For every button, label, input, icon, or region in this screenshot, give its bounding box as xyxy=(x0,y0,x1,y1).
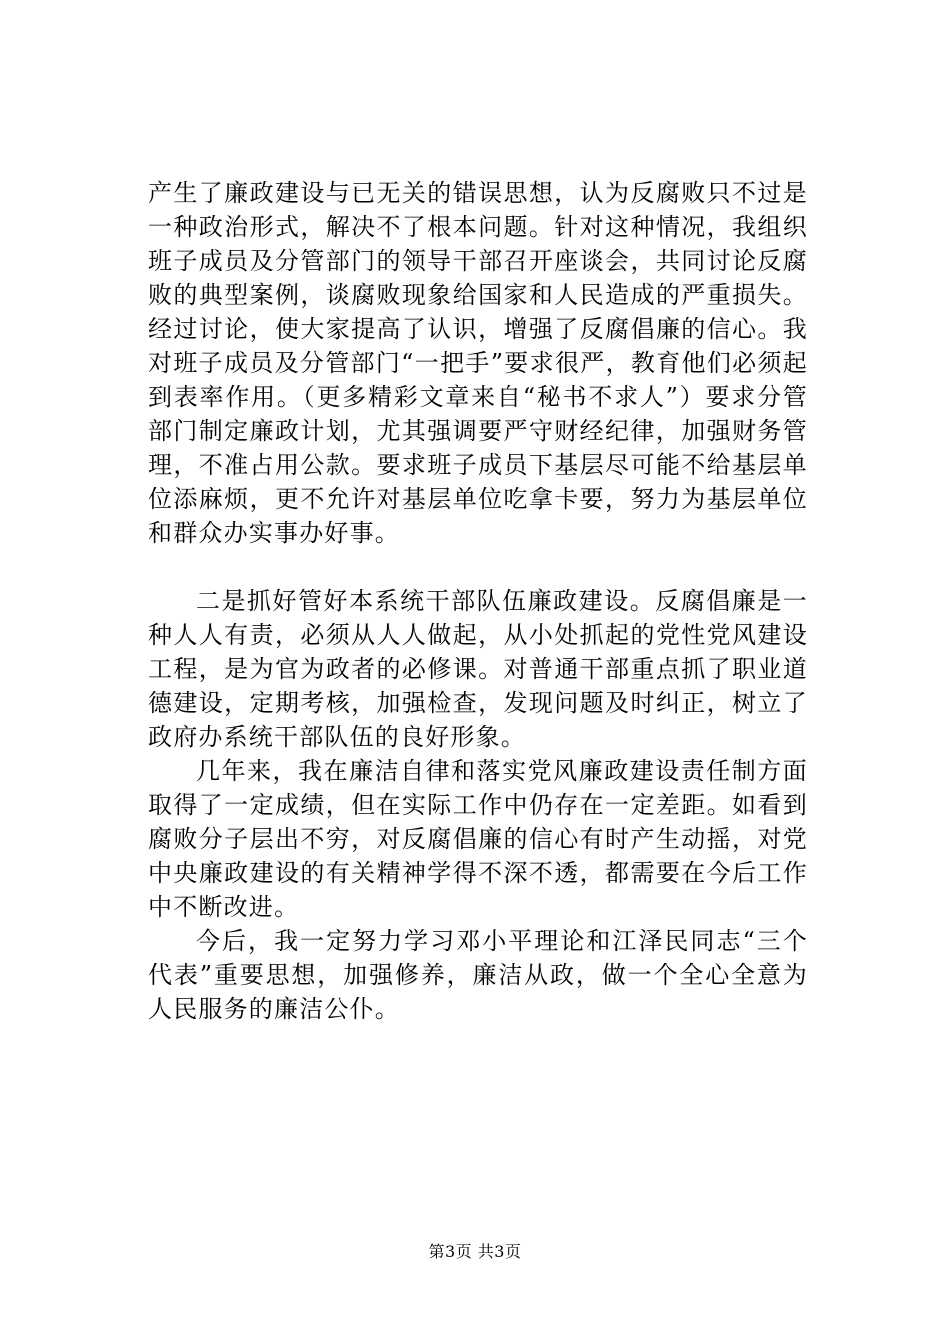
paragraph-gap xyxy=(148,550,808,584)
paragraph-cadre-team: 二是抓好管好本系统干部队伍廉政建设。反腐倡廉是一种人人有责，必须从人人做起，从小处抓起的党性党风建设工程，是为官为政者的必修课。对普通干部重点抓了职业道德建设，定期考核，加强检查，发现问题及时纠正，树立了政府办系统干部队伍的良好形象。 xyxy=(148,587,808,751)
page-footer: 第3页 共3页 xyxy=(428,1242,522,1261)
document-body xyxy=(148,176,808,1026)
paragraph-recent-years: 几年来，我在廉洁自律和落实党风廉政建设责任制方面取得了一定成绩，但在实际工作中仍存在一定差距。如看到腐败分子层出不穷，对反腐倡廉的信心有时产生动摇，对党中央廉政建设的有关精神学得不深不透，都需要在今后工作中不断改进。 xyxy=(148,757,808,921)
paragraph-continuation: 产生了廉政建设与已无关的错误思想，认为反腐败只不过是一种政治形式，解决不了根本问题。针对这种情况，我组织班子成员及分管部门的领导干部召开座谈会，共同讨论反腐败的典型案例，谈腐败现象给国家和人民造成的严重损失。经过讨论，使大家提高了认识，增强了反腐倡廉的信心。我对班子成员及分管部门“一把手”要求很严，教育他们必须起到表率作用。（更多精彩文章来自“秘书不求人”）要求分管部门制定廉政计划，尤其强调要严守财经纪律，加强财务管理，不准占用公款。要求班子成员下基层尽可能不给基层单位添麻烦，更不允许对基层单位吃拿卡要，努力为基层单位和群众办实事办好事。 xyxy=(148,179,808,547)
paragraph-future: 今后，我一定努力学习邓小平理论和江泽民同志“三个代表”重要思想，加强修养，廉洁从政，做一个全心全意为人民服务的廉洁公仆。 xyxy=(148,927,808,1023)
